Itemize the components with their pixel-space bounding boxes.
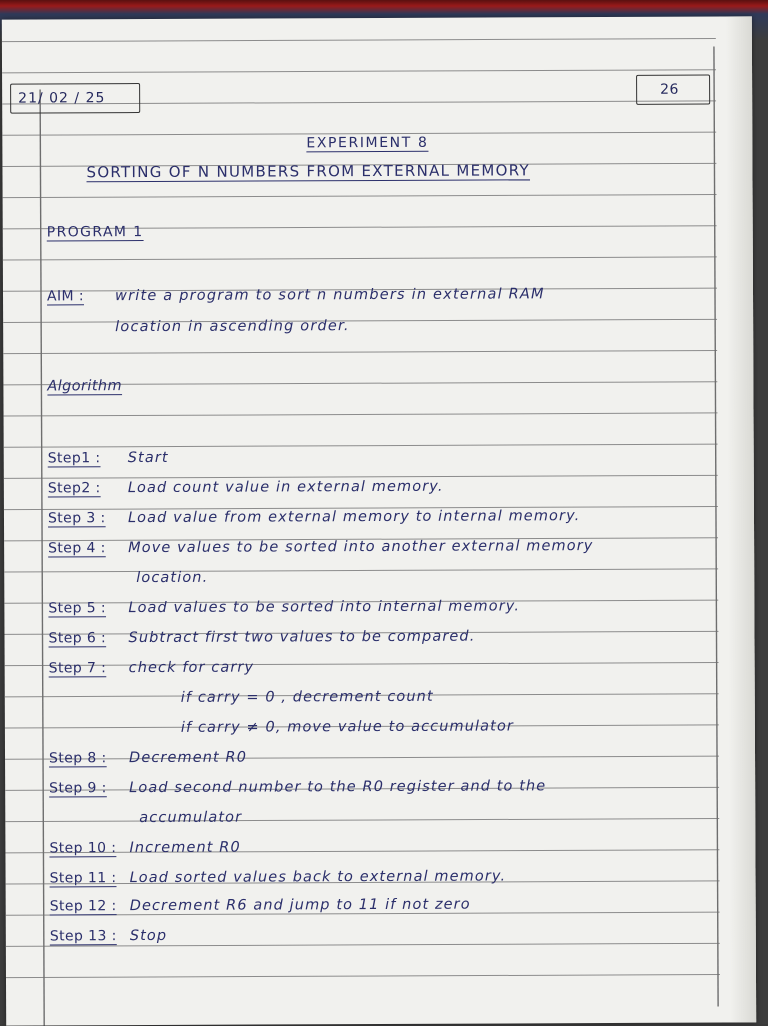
page-number: 26 xyxy=(660,81,679,98)
step-text: Load sorted values back to external memory. xyxy=(129,868,507,887)
rule-line xyxy=(5,819,719,822)
rule-line xyxy=(4,475,718,478)
step-label: Step 6 : xyxy=(48,630,107,647)
step-label: Step 4 : xyxy=(48,540,106,557)
date-text: 21/ 02 / 25 xyxy=(18,90,106,107)
rule-line xyxy=(2,70,716,73)
rule-line xyxy=(3,319,717,322)
notebook-page xyxy=(2,16,756,1025)
step-text: Load values to be sorted into internal memory. xyxy=(128,598,521,617)
rule-line xyxy=(5,663,719,666)
step-text: Decrement R0 xyxy=(128,749,248,767)
rule-line xyxy=(6,975,720,978)
step-text: Decrement R6 and jump to 11 if not zero xyxy=(129,896,471,915)
rule-line xyxy=(4,444,718,447)
rule-line xyxy=(3,351,717,354)
step-text: Load second number to the R0 register and to the xyxy=(129,778,547,797)
step-label: Step1 : xyxy=(47,450,101,467)
step-label: Step 3 : xyxy=(47,510,106,527)
step-text: Increment R0 xyxy=(129,839,241,857)
step-label: Step 7 : xyxy=(48,660,107,677)
step-text: Subtract first two values to be compared. xyxy=(128,628,476,647)
experiment-title: EXPERIMENT 8 xyxy=(306,134,429,152)
margin-line xyxy=(40,89,44,1025)
step-text: accumulator xyxy=(139,809,243,827)
step-label: Step 11 : xyxy=(49,870,117,887)
program-label: PROGRAM 1 xyxy=(46,224,144,241)
rule-line xyxy=(4,569,718,572)
rule-line xyxy=(3,195,717,198)
rule-line xyxy=(4,413,718,416)
step-label: Step 8 : xyxy=(48,750,107,767)
step-text: Start xyxy=(127,449,169,467)
step-text: Load count value in external memory. xyxy=(127,478,444,497)
aim-line-1: write a program to sort n numbers in external RAM xyxy=(114,286,545,305)
step-text: Load value from external memory to internal memory. xyxy=(127,508,581,527)
step-label: Step 10 : xyxy=(49,840,117,857)
aim-label: AIM : xyxy=(46,288,85,305)
right-margin-line xyxy=(714,47,718,1007)
page-edge-shade xyxy=(726,16,756,1022)
rule-line xyxy=(5,756,719,759)
step-text: Move values to be sorted into another external memory xyxy=(128,538,594,557)
step-text: location. xyxy=(136,569,209,587)
rule-line xyxy=(2,39,716,42)
step-label: Step 5 : xyxy=(48,600,107,617)
step-text: Stop xyxy=(129,927,168,945)
rule-line xyxy=(3,257,717,260)
step-label: Step 12 : xyxy=(49,898,117,915)
step-label: Step2 : xyxy=(47,480,101,497)
step-text: check for carry xyxy=(128,659,255,677)
step-text: if carry = 0 , decrement count xyxy=(180,688,434,706)
step-text: if carry ≠ 0, move value to accumulator xyxy=(180,718,515,736)
step-label: Step 13 : xyxy=(49,928,117,945)
step-label: Step 9 : xyxy=(49,780,107,797)
aim-line-2: location in ascending order. xyxy=(115,318,350,336)
algorithm-heading: Algorithm xyxy=(47,378,123,395)
experiment-subtitle: SORTING OF N NUMBERS FROM EXTERNAL MEMORY xyxy=(86,161,531,182)
